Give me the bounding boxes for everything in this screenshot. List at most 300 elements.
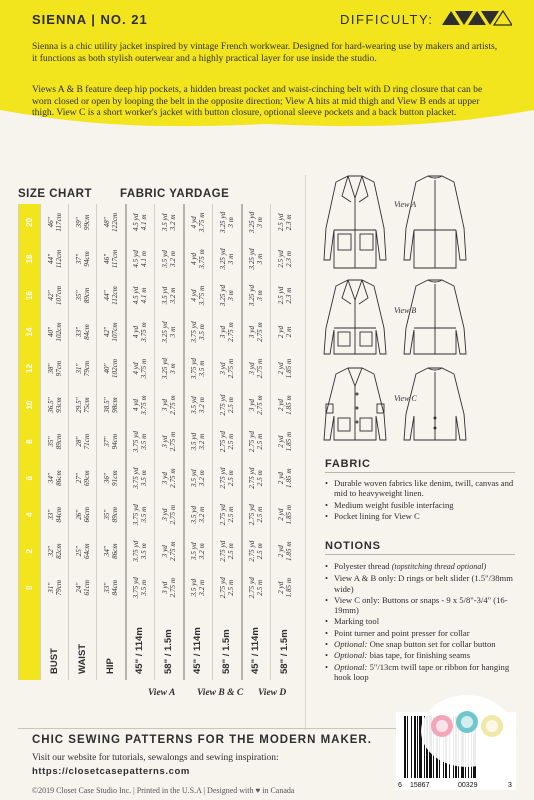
- size-header-cell: 16: [19, 277, 41, 314]
- table-cell: [271, 241, 298, 278]
- row-label: 45" / 114m: [242, 606, 271, 680]
- cell-line: 3.75 m: [198, 212, 207, 233]
- table-cell: [126, 533, 155, 570]
- barcode-digit: 6: [398, 782, 402, 789]
- cell-line: 3.5 yd: [190, 542, 199, 560]
- cell-line: 3 m: [226, 253, 235, 265]
- cell-line: 37": [103, 436, 112, 447]
- cell-line: 3.2 m: [198, 506, 207, 523]
- table-cell: [69, 496, 97, 533]
- table-cell: [271, 569, 298, 606]
- cell-line: 4.1 m: [140, 287, 149, 304]
- cell-line: 3 yd: [218, 362, 227, 375]
- cell-line: 38": [46, 363, 55, 374]
- list-item: • Marking tool: [325, 616, 517, 626]
- cell-line: 2.5 yd: [276, 286, 285, 305]
- row-label: BUST: [41, 606, 69, 680]
- table-cell: [41, 423, 69, 460]
- barcode-digit: 3: [508, 782, 512, 789]
- cell-line: 3 yd: [160, 581, 169, 594]
- row-label: 58" / 1.5m: [155, 606, 184, 680]
- cell-line: 1.85 m: [284, 468, 293, 488]
- cell-line: 36.5": [46, 397, 55, 413]
- cell-line: 2.75 m: [168, 504, 177, 525]
- cell-line: 25": [74, 546, 83, 557]
- notions-list: [325, 561, 517, 683]
- cell-line: 3 yd: [248, 398, 257, 412]
- cell-line: 89cm: [111, 506, 120, 523]
- cell-line: 2.75 m: [256, 322, 265, 342]
- cell-line: 3.5 yd: [190, 505, 199, 524]
- cell-line: 4.5 yd: [132, 286, 141, 305]
- cell-line: 2 yd: [276, 581, 285, 594]
- cell-line: 3 yd: [160, 508, 169, 521]
- table-cell: [184, 460, 213, 497]
- table-cell: [155, 423, 184, 460]
- table-cell: [97, 423, 126, 460]
- cell-line: 2 yd: [276, 545, 285, 558]
- size-header-cell: 10: [19, 387, 41, 424]
- cell-line: 1.85 m: [284, 358, 293, 379]
- cell-line: 2.75 m: [226, 322, 235, 342]
- cell-line: 2.5 m: [226, 433, 235, 450]
- cell-line: 93cm: [54, 397, 63, 413]
- cell-line: 4.1 m: [140, 250, 149, 267]
- table-cell: [41, 387, 69, 424]
- barcode-bar: [407, 716, 408, 778]
- cell-line: 79cm: [54, 579, 63, 596]
- cell-line: 24": [74, 582, 83, 593]
- cell-line: 3.5 yd: [190, 578, 199, 597]
- cell-line: 89cm: [82, 287, 91, 304]
- row-label: 58" / 1.5m: [271, 606, 298, 680]
- notions-title: NOTIONS: [325, 540, 381, 552]
- cell-line: 3.5 yd: [160, 213, 169, 232]
- table-cell: [97, 569, 126, 606]
- table-cell: [271, 204, 298, 241]
- table-cell: [271, 533, 298, 570]
- view-a-front-drawing: [324, 176, 386, 268]
- cell-line: 3 yd: [160, 545, 169, 558]
- drawing-view-b-label: View B: [394, 306, 417, 315]
- cell-line: 2.5 m: [256, 506, 265, 523]
- table-cell: [41, 204, 69, 241]
- cell-line: 36": [103, 473, 112, 484]
- table-cell: [242, 569, 271, 606]
- cell-line: 3 m: [226, 217, 235, 228]
- cell-line: 102cm: [54, 322, 63, 342]
- table-cell: [213, 314, 242, 351]
- table-row: [155, 204, 184, 680]
- cell-line: 3.5 yd: [190, 396, 199, 414]
- cell-line: 35": [103, 509, 112, 520]
- table-cell: [155, 277, 184, 314]
- cell-line: 46": [103, 253, 112, 265]
- website-link[interactable]: https://closetcasepatterns.com: [32, 766, 190, 777]
- difficulty-triangles-icon: [442, 10, 512, 26]
- cell-line: 2.5 m: [256, 543, 265, 560]
- size-header-corner: [19, 606, 41, 680]
- table-cell: [41, 460, 69, 497]
- list-item: • Optional: bias tape, for finishing seams: [325, 650, 517, 660]
- row-label: 45" / 114m: [184, 606, 213, 680]
- cell-line: 29.5": [74, 397, 83, 413]
- cell-line: 4 yd: [190, 289, 199, 302]
- view-a-back-drawing: [404, 176, 466, 268]
- table-cell: [242, 314, 271, 351]
- cell-line: 3.25 yd: [218, 211, 227, 233]
- table-cell: [97, 387, 126, 424]
- cell-line: 84cm: [82, 324, 91, 340]
- table-cell: [213, 387, 242, 424]
- table-cell: [184, 204, 213, 241]
- cell-line: 3.5 m: [140, 470, 149, 487]
- table-cell: [69, 314, 97, 351]
- view-a-label: View A: [148, 688, 176, 698]
- size-header-cell: 20: [19, 204, 41, 241]
- cell-line: 3 m: [168, 363, 177, 374]
- shop-badge-logo: [418, 692, 516, 770]
- table-cell: [97, 277, 126, 314]
- cell-line: 4 yd: [132, 325, 141, 339]
- cell-line: 2.75 yd: [218, 431, 227, 453]
- cell-line: 3.5 yd: [160, 250, 169, 268]
- cell-line: 82cm: [54, 543, 63, 559]
- cell-line: 3.5 yd: [190, 432, 199, 451]
- cell-line: 2 yd: [276, 472, 285, 485]
- table-cell: [242, 460, 271, 497]
- cell-line: 3.75 m: [140, 322, 149, 342]
- table-cell: [271, 314, 298, 351]
- cell-line: 112cm: [54, 249, 63, 269]
- cell-line: 69cm: [82, 470, 91, 486]
- table-cell: [242, 241, 271, 278]
- cell-line: 3.5 m: [198, 360, 207, 377]
- copyright-text: ©2019 Closet Case Studio Inc. | Printed in the U.S.A | Designed with ♥ in Canada: [32, 786, 295, 795]
- cell-line: 3 m: [256, 217, 265, 228]
- cell-line: 99cm: [82, 214, 91, 231]
- cell-line: 2.5 m: [256, 433, 265, 450]
- cell-line: 3.25 yd: [160, 357, 169, 380]
- view-d-label: View D: [258, 688, 287, 698]
- table-cell: [242, 496, 271, 533]
- table-cell: [155, 496, 184, 533]
- barcode-bar: [414, 716, 416, 778]
- table-cell: [184, 533, 213, 570]
- cell-line: 2 yd: [276, 362, 285, 375]
- table-cell: [242, 387, 271, 424]
- cell-line: 3.25 yd: [248, 248, 257, 270]
- cell-line: 2.75 m: [168, 468, 177, 488]
- view-b-back-drawing: [404, 280, 466, 354]
- table-cell: [126, 387, 155, 424]
- cell-line: 3.5 m: [140, 543, 149, 560]
- table-cell: [69, 460, 97, 497]
- cell-line: 107cm: [54, 285, 63, 306]
- cell-line: 31": [46, 582, 55, 593]
- list-item: • Medium weight fusible interfacing: [325, 500, 517, 510]
- cell-line: 2.75 yd: [248, 467, 257, 489]
- cell-line: 2.5 m: [256, 579, 265, 596]
- table-cell: [213, 423, 242, 460]
- table-row: [97, 204, 126, 680]
- table-cell: [97, 533, 126, 570]
- table-cell: [126, 277, 155, 314]
- cell-line: 3.75 yd: [132, 431, 141, 453]
- table-cell: [271, 460, 298, 497]
- cell-line: 2.75 m: [168, 431, 177, 452]
- jacket-drawings: [318, 168, 528, 450]
- cell-line: 3.5 m: [198, 324, 207, 341]
- cell-line: 2.75 yd: [248, 431, 257, 453]
- cell-line: 4.5 yd: [132, 213, 141, 232]
- table-cell: [213, 204, 242, 241]
- table-cell: [97, 496, 126, 533]
- cell-line: 38.5": [103, 397, 112, 413]
- cell-line: 84cm: [111, 579, 120, 596]
- table-cell: [126, 204, 155, 241]
- cell-line: 3 yd: [248, 325, 257, 339]
- size-header-cell: 8: [19, 423, 41, 460]
- table-cell: [155, 533, 184, 570]
- size-header-cell: 14: [19, 314, 41, 351]
- table-cell: [155, 387, 184, 424]
- table-cell: [184, 277, 213, 314]
- table-cell: [69, 387, 97, 424]
- cell-line: 40": [46, 326, 55, 338]
- table-cell: [184, 314, 213, 351]
- cell-line: 86cm: [111, 543, 120, 559]
- cell-line: 2.75 yd: [248, 504, 257, 526]
- cell-line: 84cm: [54, 506, 63, 523]
- list-item: • Optional: One snap button set for collar button: [325, 639, 517, 649]
- table-cell: [213, 277, 242, 314]
- table-cell: [69, 533, 97, 570]
- cell-line: 86cm: [54, 470, 63, 486]
- table-cell: [41, 533, 69, 570]
- table-cell: [126, 241, 155, 278]
- pattern-title: SIENNA | NO. 21: [32, 12, 148, 27]
- fabric-list: [325, 478, 517, 522]
- list-item: • Pocket lining for View C: [325, 511, 517, 521]
- cell-line: 3 m: [256, 290, 265, 301]
- cell-line: 2.5 m: [256, 470, 265, 487]
- table-cell: [155, 569, 184, 606]
- size-chart-title: SIZE CHART: [18, 188, 92, 200]
- cell-line: 3.75 m: [198, 249, 207, 269]
- cell-line: 4 yd: [132, 362, 141, 375]
- table-cell: [126, 460, 155, 497]
- cell-line: 64cm: [82, 543, 91, 559]
- table-row: [41, 204, 69, 680]
- cell-line: 2.75 yd: [248, 577, 257, 599]
- cell-line: 3.2 m: [198, 579, 207, 596]
- cell-line: 3.75 yd: [132, 467, 141, 489]
- row-label: 45" / 114m: [126, 606, 155, 680]
- table-cell: [155, 204, 184, 241]
- cell-line: 3 yd: [218, 325, 227, 339]
- cell-line: 2 yd: [276, 435, 285, 448]
- table-cell: [271, 387, 298, 424]
- cell-line: 32": [46, 546, 55, 557]
- table-cell: [242, 204, 271, 241]
- cell-line: 2.75 yd: [218, 467, 227, 489]
- table-cell: [271, 350, 298, 387]
- size-header-cell: 2: [19, 533, 41, 570]
- cell-line: 112cm: [111, 286, 120, 305]
- cell-line: 3 yd: [248, 362, 257, 375]
- view-c-back-drawing: [404, 368, 466, 440]
- table-cell: [242, 423, 271, 460]
- cell-line: 3 m: [226, 290, 235, 301]
- table-cell: [184, 387, 213, 424]
- cell-line: 2.5 m: [226, 543, 235, 560]
- cell-line: 91cm: [111, 470, 120, 486]
- table-cell: [69, 204, 97, 241]
- cell-line: 75cm: [82, 397, 91, 413]
- cell-line: 2.75 m: [168, 577, 177, 598]
- cell-line: 34": [103, 546, 112, 557]
- table-cell: [69, 569, 97, 606]
- cell-line: 39": [74, 217, 83, 228]
- list-item: • View A & B only: D rings or belt slider (1.5"/38mm wide): [325, 573, 517, 594]
- cell-line: 2.75 m: [256, 358, 265, 379]
- footer-visit-text: Visit our website for tutorials, sewalongs and sewing inspiration:: [32, 753, 279, 763]
- table-row: [271, 204, 298, 680]
- cell-line: 4.5 yd: [132, 250, 141, 268]
- barcode-bar: [404, 716, 406, 778]
- cell-line: 3.75 yd: [190, 321, 199, 343]
- cell-line: 3.2 m: [198, 470, 207, 487]
- table-row: [242, 204, 271, 680]
- table-cell: [41, 277, 69, 314]
- cell-line: 3 yd: [160, 472, 169, 485]
- cell-line: 3.25 yd: [218, 248, 227, 270]
- cell-line: 3.75 yd: [132, 504, 141, 526]
- cell-line: 2.5 yd: [276, 213, 285, 232]
- cell-line: 2.75 m: [168, 541, 177, 561]
- cell-line: 2.3 m: [284, 250, 293, 267]
- fabric-rule: [325, 472, 515, 473]
- cell-line: 33": [103, 582, 112, 593]
- table-cell: [155, 350, 184, 387]
- cell-line: 3.2 m: [168, 287, 177, 304]
- table-row: [126, 204, 155, 680]
- table-row: [69, 204, 97, 680]
- cell-line: 37": [74, 253, 83, 265]
- cell-line: 3.2 m: [168, 214, 177, 231]
- table-cell: [126, 350, 155, 387]
- cell-line: 3.2 m: [198, 397, 207, 414]
- cell-line: 3.5 yd: [160, 286, 169, 305]
- difficulty-label: DIFFICULTY:: [340, 12, 434, 27]
- table-cell: [184, 569, 213, 606]
- table-cell: [213, 496, 242, 533]
- cell-line: 44": [103, 290, 112, 301]
- size-header-cell: 6: [19, 460, 41, 497]
- table-cell: [97, 314, 126, 351]
- intro-paragraph: Sienna is a chic utility jacket inspired by vintage French workwear. Designed for hard-wearing use by makers and artists, it functions as both stylish outerwear and a highly practical layer for use inside the studio.: [32, 41, 498, 64]
- cell-line: 2.5 m: [226, 579, 235, 596]
- cell-line: 44": [46, 253, 55, 265]
- cell-line: 31": [74, 363, 83, 374]
- list-item: • Durable woven fabrics like denim, twill, canvas and mid to heavyweight linen.: [325, 478, 517, 499]
- notions-rule: [325, 554, 515, 555]
- table-cell: [271, 423, 298, 460]
- cell-line: 2.3 m: [284, 287, 293, 304]
- table-cell: [97, 241, 126, 278]
- cell-line: 122cm: [111, 212, 120, 232]
- cell-line: 2.5 m: [226, 397, 235, 414]
- table-cell: [69, 241, 97, 278]
- table-cell: [41, 496, 69, 533]
- cell-line: 4 yd: [190, 252, 199, 266]
- list-item: • Point turner and point presser for collar: [325, 628, 517, 638]
- cell-line: 27": [74, 473, 83, 484]
- table-cell: [184, 350, 213, 387]
- size-header-cell: 18: [19, 241, 41, 278]
- table-row: [213, 204, 242, 680]
- table-cell: [126, 569, 155, 606]
- barcode-digit: 15867: [410, 782, 430, 789]
- cell-line: 107cm: [111, 322, 120, 342]
- cell-line: 61cm: [82, 579, 91, 596]
- size-and-yardage-table: [18, 204, 298, 680]
- cell-line: 2.5 m: [226, 506, 235, 523]
- row-label: HIP: [97, 606, 126, 680]
- cell-line: 4.1 m: [140, 214, 149, 231]
- drawing-view-a-label: View A: [394, 200, 417, 209]
- cell-line: 3 m: [168, 326, 177, 338]
- table-cell: [126, 314, 155, 351]
- cell-line: 3.75 m: [140, 358, 149, 379]
- cell-line: 3.25 yd: [248, 284, 257, 307]
- fabric-title: FABRIC: [325, 458, 371, 470]
- cell-line: 3.25 yd: [248, 211, 257, 233]
- cell-line: 3.75 m: [140, 395, 149, 415]
- row-label: 58" / 1.5m: [213, 606, 242, 680]
- cell-line: 3.5 m: [140, 579, 149, 596]
- fabric-yardage-title: FABRIC YARDAGE: [120, 188, 230, 200]
- size-header-cell: 4: [19, 496, 41, 533]
- table-cell: [213, 241, 242, 278]
- cell-line: 26": [74, 509, 83, 520]
- column-divider: [305, 175, 306, 730]
- cell-line: 2.3 m: [284, 214, 293, 231]
- cell-line: 117cm: [54, 213, 63, 232]
- technical-drawings: [318, 168, 528, 450]
- cell-line: 2.75 m: [226, 358, 235, 379]
- table-cell: [184, 241, 213, 278]
- cell-line: 3 yd: [160, 435, 169, 448]
- cell-line: 2.75 yd: [218, 577, 227, 599]
- cell-line: 1.85 m: [284, 577, 293, 598]
- list-item: • Optional: 5"/13cm twill tape or ribbon for hanging hook loop: [325, 662, 517, 683]
- list-item: • View C only: Buttons or snaps - 9 x 5/8"-3/4" (16-19mm): [325, 595, 517, 616]
- cell-line: 102cm: [111, 358, 120, 379]
- table-cell: [271, 496, 298, 533]
- table-cell: [126, 496, 155, 533]
- cell-line: 2.75 yd: [218, 504, 227, 526]
- footer-tagline: CHIC SEWING PATTERNS FOR THE MODERN MAKER.: [32, 734, 372, 746]
- cell-line: 35": [46, 436, 55, 447]
- cell-line: 33": [46, 509, 55, 520]
- cell-line: 94cm: [82, 251, 91, 267]
- table-cell: [97, 204, 126, 241]
- cell-line: 2 m: [284, 326, 293, 338]
- cell-line: 3.25 yd: [160, 321, 169, 343]
- cell-line: 1.85 m: [284, 504, 293, 525]
